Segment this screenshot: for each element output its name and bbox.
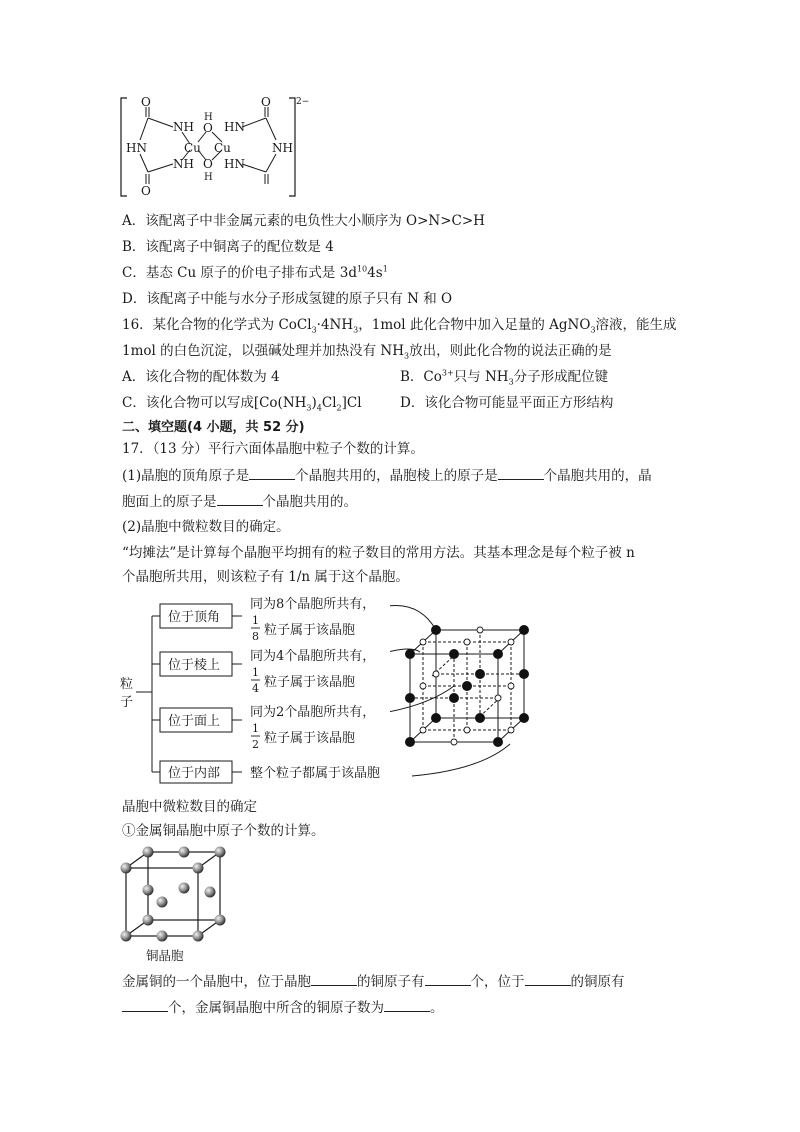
desc-corner-line1: 同为8个晶胞所共有， [250,597,376,612]
atom-nh: NH [173,157,194,171]
section-title: 二、填空题(4 小题，共 52 分) [122,420,305,435]
lattice-svg [390,594,550,794]
copper-unit-cell [118,846,238,950]
arrow-interior [412,744,510,776]
answer-blank[interactable] [384,998,430,1012]
answer-blank[interactable] [498,466,544,480]
box-label: 位于棱上 [168,658,221,673]
atom-o: O [203,121,213,135]
q17-part2: (2)晶胞中微粒数目的确定。 [122,519,290,535]
desc-face-line1: 同为2个晶胞所共有， [250,705,376,720]
frac-den: 8 [252,630,259,643]
atom-h: H [204,112,213,123]
atom-hn: HN [126,141,147,155]
atom-o: O [203,157,213,171]
answer-blank[interactable] [311,972,357,986]
q15-option-b: B．该配离子中铜离子的配位数是 4 [122,239,334,255]
q16-option-c: C．该化合物可以写成$[Co(NH_3)_4Cl_2]Cl$ [122,395,362,413]
copper-cell-caption: 铜晶胞 [146,948,184,963]
complex-ion-svg [118,92,318,204]
ion-charge: 2− [296,97,310,107]
box-label: 位于面上 [168,714,221,729]
frac-den: 2 [252,738,259,751]
desc-interior: 整个粒子都属于该晶胞 [250,766,381,781]
q17-part1-line2: 胞面上的原子是 个晶胞共用的。 [122,494,357,510]
atom-o: O [141,95,151,109]
figure-caption: 晶胞中微粒数目的确定 [122,799,257,815]
q16-option-d: D．该化合物可能显平面正方形结构 [400,395,614,411]
side-label: 粒 [120,677,134,692]
atom-cu: Cu [184,141,201,155]
answer-blank[interactable] [217,492,263,506]
q15-option-d: D．该配离子中能与水分子形成氢键的原子只有 N 和 O [122,291,453,307]
q16-stem-line2: 1mol 的白色沉淀，以强碱处理并加热没有 $NH_3$放出，则此化合物的说法正确的是 [122,343,612,361]
frac-num: 1 [252,722,259,735]
q17-paragraph-line2: 个晶胞所共用，则该粒子有 1/n 属于这个晶胞。 [122,569,409,585]
sub-question-1: ①金属铜晶胞中原子个数的计算。 [122,823,325,839]
desc-corner-line2: 粒子属于该晶胞 [264,623,356,638]
answer-blank[interactable] [122,998,168,1012]
frac-num: 1 [252,666,259,679]
lattice-cube-figure [390,594,550,798]
q15-option-c: C．基态 Cu 原子的价电子排布式是 $3d^{10}4s^1$ [122,264,388,281]
answer-blank[interactable] [425,972,471,986]
box-label: 位于顶角 [168,610,221,625]
q16-option-b: B．$Co^{3+}$只与 $NH_3$分子形成配位键 [400,368,609,387]
frac-den: 4 [252,682,259,695]
atom-hn: HN [224,157,245,171]
atom-nh: NH [272,141,293,155]
q17-part1-line1: (1)晶胞的顶角原子是 个晶胞共用的，晶胞棱上的原子是 个晶胞共用的，晶 [122,468,652,484]
atom-o: O [261,95,271,109]
answer-blank[interactable] [249,466,295,480]
desc-face-line2: 粒子属于该晶胞 [264,731,356,746]
q15-option-a: A．该配离子中非金属元素的电负性大小顺序为 O>N>C>H [122,213,485,229]
atom-nh: NH [173,120,194,134]
q17-paragraph-line1: “均摊法”是计算每个晶胞平均拥有的粒子数目的常用方法。其基本理念是每个粒子被 n [122,545,635,561]
frac-num: 1 [252,614,259,627]
q16-stem-line1: 16．某化合物的化学式为 $CoCl_3\cdot 4NH_3$，1mol 此化合物中加入足量的 AgNO$_3$溶液，能生成 [122,317,677,335]
box-label: 位于内部 [168,766,221,781]
atom-o: O [141,184,151,198]
desc-edge-line1: 同为4个晶胞所共有， [250,649,376,664]
desc-edge-line2: 粒子属于该晶胞 [264,675,356,690]
atom-cu: Cu [214,141,231,155]
arrow-face [390,686,454,712]
q17-title: 17．（13 分）平行六面体晶胞中粒子个数的计算。 [122,441,424,457]
last-question-line1: 金属铜的一个晶胞中，位于晶胞 的铜原子有 个，位于 的铜原有 [122,974,625,990]
side-label: 子 [120,695,134,710]
atom-hn: HN [224,120,245,134]
atom-h: H [204,172,213,183]
arrow-corner [390,606,436,631]
last-question-line2: 个，金属铜晶胞中所含的铜原子数为 。 [122,998,444,1017]
copper-cell-svg [118,846,238,946]
q16-option-a: A．该化合物的配体数为 4 [122,369,280,385]
answer-blank[interactable] [525,972,571,986]
complex-ion-structure [118,92,318,208]
